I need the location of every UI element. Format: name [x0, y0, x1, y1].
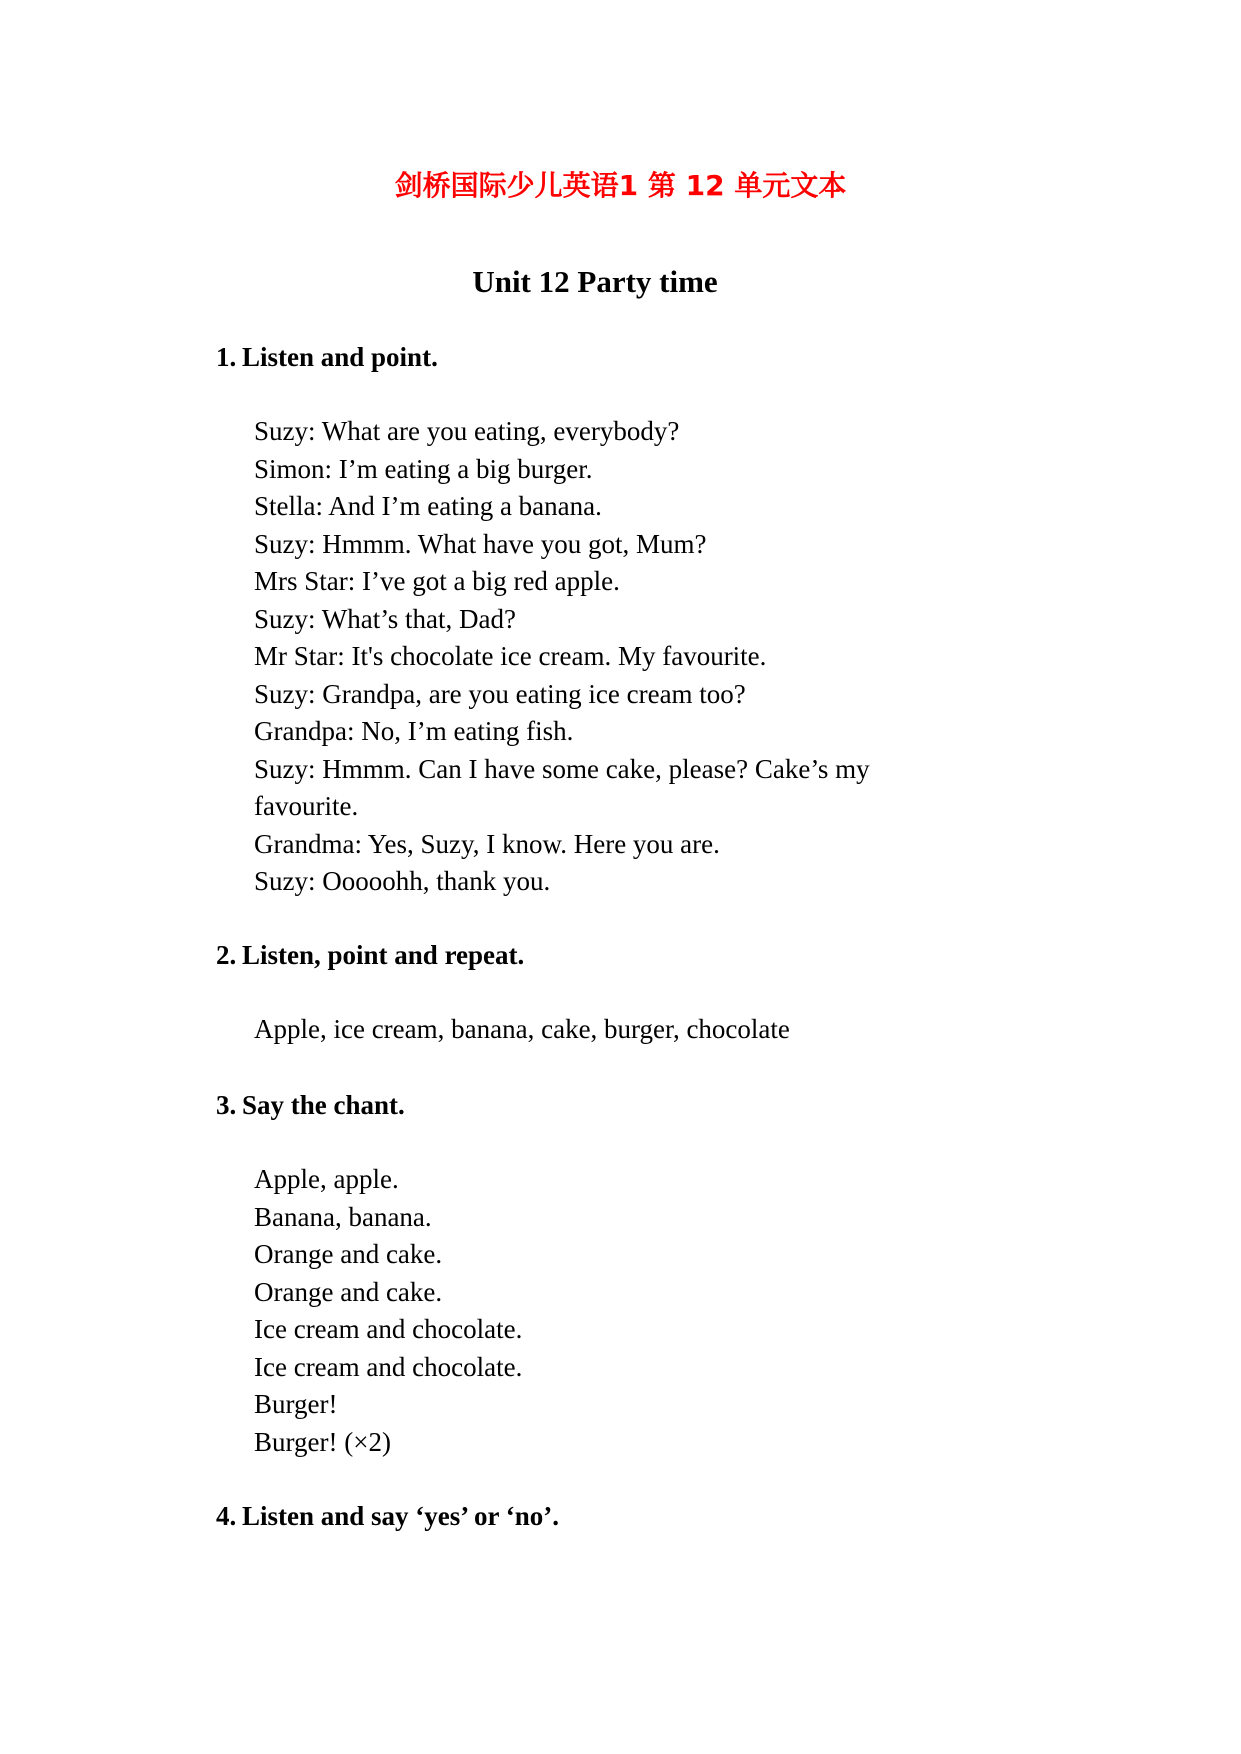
chant-line: Apple, apple. [254, 1164, 399, 1194]
chant-line: Burger! (×2) [254, 1426, 391, 1457]
word-list [254, 1011, 1116, 1049]
chant-line: Burger! [254, 1389, 338, 1419]
dialogue-lines [254, 413, 1116, 901]
section-heading [216, 338, 1116, 376]
dialogue-line: Suzy: Hmmm. What have you got, Mum? [254, 528, 707, 559]
dialogue-line: Simon: I’m eating a big burger. [254, 453, 593, 484]
dialogue-line: Grandpa: No, I’m eating fish. [254, 716, 574, 746]
section-heading-text: Listen and say ‘yes’ or ‘no’. [242, 1501, 560, 1531]
dialogue-line: Mrs Star: I’ve got a big red apple. [254, 566, 620, 596]
dialogue-line: Mr Star: It's chocolate ice cream. My favourite. [254, 641, 767, 671]
chant-line: Orange and cake. [254, 1239, 443, 1269]
chant-line: Ice cream and chocolate. [254, 1351, 523, 1382]
section-number: 1. [216, 342, 237, 372]
chant-line: Ice cream and chocolate. [254, 1314, 523, 1344]
unit-title: Unit 12 Party time [472, 264, 718, 299]
dialogue-line: Stella: And I’m eating a banana. [254, 491, 602, 521]
section-number: 4. [216, 1501, 237, 1531]
dialogue-line: Grandma: Yes, Suzy, I know. Here you are. [254, 828, 720, 859]
section-listen-and-say [216, 1497, 1116, 1535]
dialogue-line: Suzy: Hmmm. Can I have some cake, please? Cake’s my favourite. [254, 753, 870, 821]
section-heading-text: Say the chant. [242, 1090, 405, 1120]
section-heading [216, 1086, 1116, 1124]
section-number: 2. [216, 940, 237, 970]
section-say-the-chant [216, 1086, 1116, 1461]
section-heading [216, 936, 1116, 974]
chinese-title: 剑桥国际少儿英语1 第 12 单元文本 [394, 169, 847, 202]
section-listen-point-repeat [216, 936, 1116, 1049]
section-number: 3. [216, 1090, 237, 1120]
dialogue-line: Suzy: What’s that, Dad? [254, 603, 516, 634]
chant-line: Orange and cake. [254, 1276, 443, 1307]
chant-line: Banana, banana. [254, 1201, 432, 1232]
dialogue-line: Suzy: Ooooohh, thank you. [254, 866, 551, 896]
word-list-line: Apple, ice cream, banana, cake, burger, chocolate [254, 1014, 790, 1044]
section-heading-text: Listen and point. [242, 342, 438, 372]
section-listen-and-point [216, 338, 1116, 901]
section-heading-text: Listen, point and repeat. [242, 940, 525, 970]
chant-lines [254, 1161, 1116, 1461]
dialogue-line: Suzy: Grandpa, are you eating ice cream too? [254, 678, 746, 709]
dialogue-line: Suzy: What are you eating, everybody? [254, 416, 680, 446]
section-heading [216, 1497, 1116, 1535]
